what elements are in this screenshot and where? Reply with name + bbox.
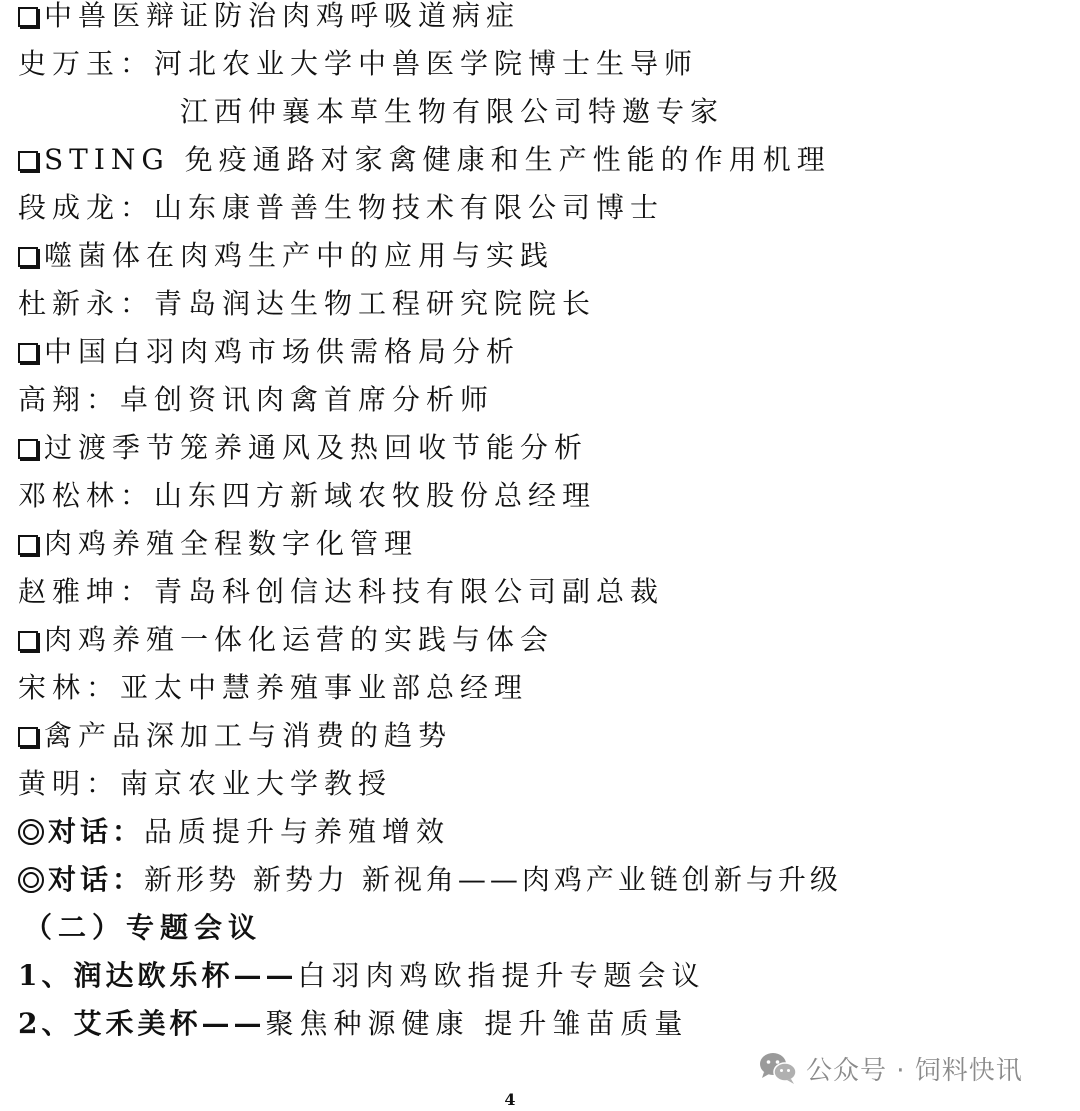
dialogue-title: 新形势 新势力 新视角——肉鸡产业链创新与升级 (144, 863, 842, 896)
speaker-line: 杜新永：青岛润达生物工程研究院院长 (18, 287, 597, 320)
meeting-cup-name: 艾禾美杯—— (73, 1007, 266, 1040)
checkbox-icon (18, 439, 38, 459)
checkbox-icon (18, 535, 38, 555)
watermark-text: 公众号 · 饲料快讯 (806, 1055, 1023, 1086)
page-number: 4 (504, 1090, 516, 1109)
speaker-line-continued: 江西仲襄本草生物有限公司特邀专家 (180, 95, 725, 128)
meeting-item (18, 1004, 688, 1044)
meeting-number: 1、 (18, 959, 74, 992)
dialogue-label: 对话： (48, 815, 145, 848)
checkbox-icon (18, 727, 38, 747)
dialogue-label: 对话： (48, 863, 145, 896)
speaker-line: 段成龙：山东康普善生物技术有限公司博士 (18, 191, 665, 224)
double-circle-icon (16, 865, 46, 895)
topic-title: 中兽医辩证防治肉鸡呼吸道病症 (44, 0, 521, 32)
checkbox-icon (18, 343, 38, 363)
dialogue-line (16, 812, 450, 852)
checkbox-icon (18, 631, 38, 651)
meeting-title: 白羽肉鸡欧指提升专题会议 (297, 959, 706, 992)
topic-line (18, 428, 588, 468)
topic-title: 肉鸡养殖一体化运营的实践与体会 (44, 623, 555, 656)
checkbox-icon (18, 247, 38, 267)
double-circle-icon (16, 817, 46, 847)
topic-line (18, 620, 554, 660)
wechat-icon (758, 1051, 798, 1085)
topic-title: 中国白羽肉鸡市场供需格局分析 (44, 335, 521, 368)
topic-line (18, 236, 554, 276)
meeting-cup-name: 润达欧乐杯—— (73, 959, 298, 992)
topic-line (18, 716, 452, 756)
meeting-title: 聚焦种源健康 提升雏苗质量 (265, 1007, 689, 1040)
dialogue-line (16, 860, 842, 900)
topic-title: STING 免疫通路对家禽健康和生产性能的作用机理 (44, 143, 831, 176)
watermark (758, 1048, 1023, 1088)
speaker-line: 史万玉：河北农业大学中兽医学院博士生导师 (18, 47, 699, 80)
meeting-number: 2、 (18, 1007, 74, 1040)
topic-title: 噬菌体在肉鸡生产中的应用与实践 (44, 239, 555, 272)
topic-title: 过渡季节笼养通风及热回收节能分析 (44, 431, 589, 464)
topic-line (18, 332, 520, 372)
topic-title: 禽产品深加工与消费的趋势 (44, 719, 453, 752)
dialogue-title: 品质提升与养殖增效 (144, 815, 451, 848)
topic-line (18, 524, 418, 564)
section-heading: （二）专题会议 (24, 911, 263, 944)
speaker-line: 宋林：亚太中慧养殖事业部总经理 (18, 671, 529, 704)
topic-line (18, 0, 520, 36)
speaker-line: 邓松林：山东四方新域农牧股份总经理 (18, 479, 597, 512)
checkbox-icon (18, 151, 38, 171)
meeting-item (18, 956, 706, 996)
speaker-line: 黄明：南京农业大学教授 (18, 767, 393, 800)
topic-title: 肉鸡养殖全程数字化管理 (44, 527, 419, 560)
checkbox-icon (18, 7, 38, 27)
topic-line (18, 140, 831, 180)
speaker-line: 赵雅坤：青岛科创信达科技有限公司副总裁 (18, 575, 665, 608)
speaker-line: 高翔：卓创资讯肉禽首席分析师 (18, 383, 495, 416)
